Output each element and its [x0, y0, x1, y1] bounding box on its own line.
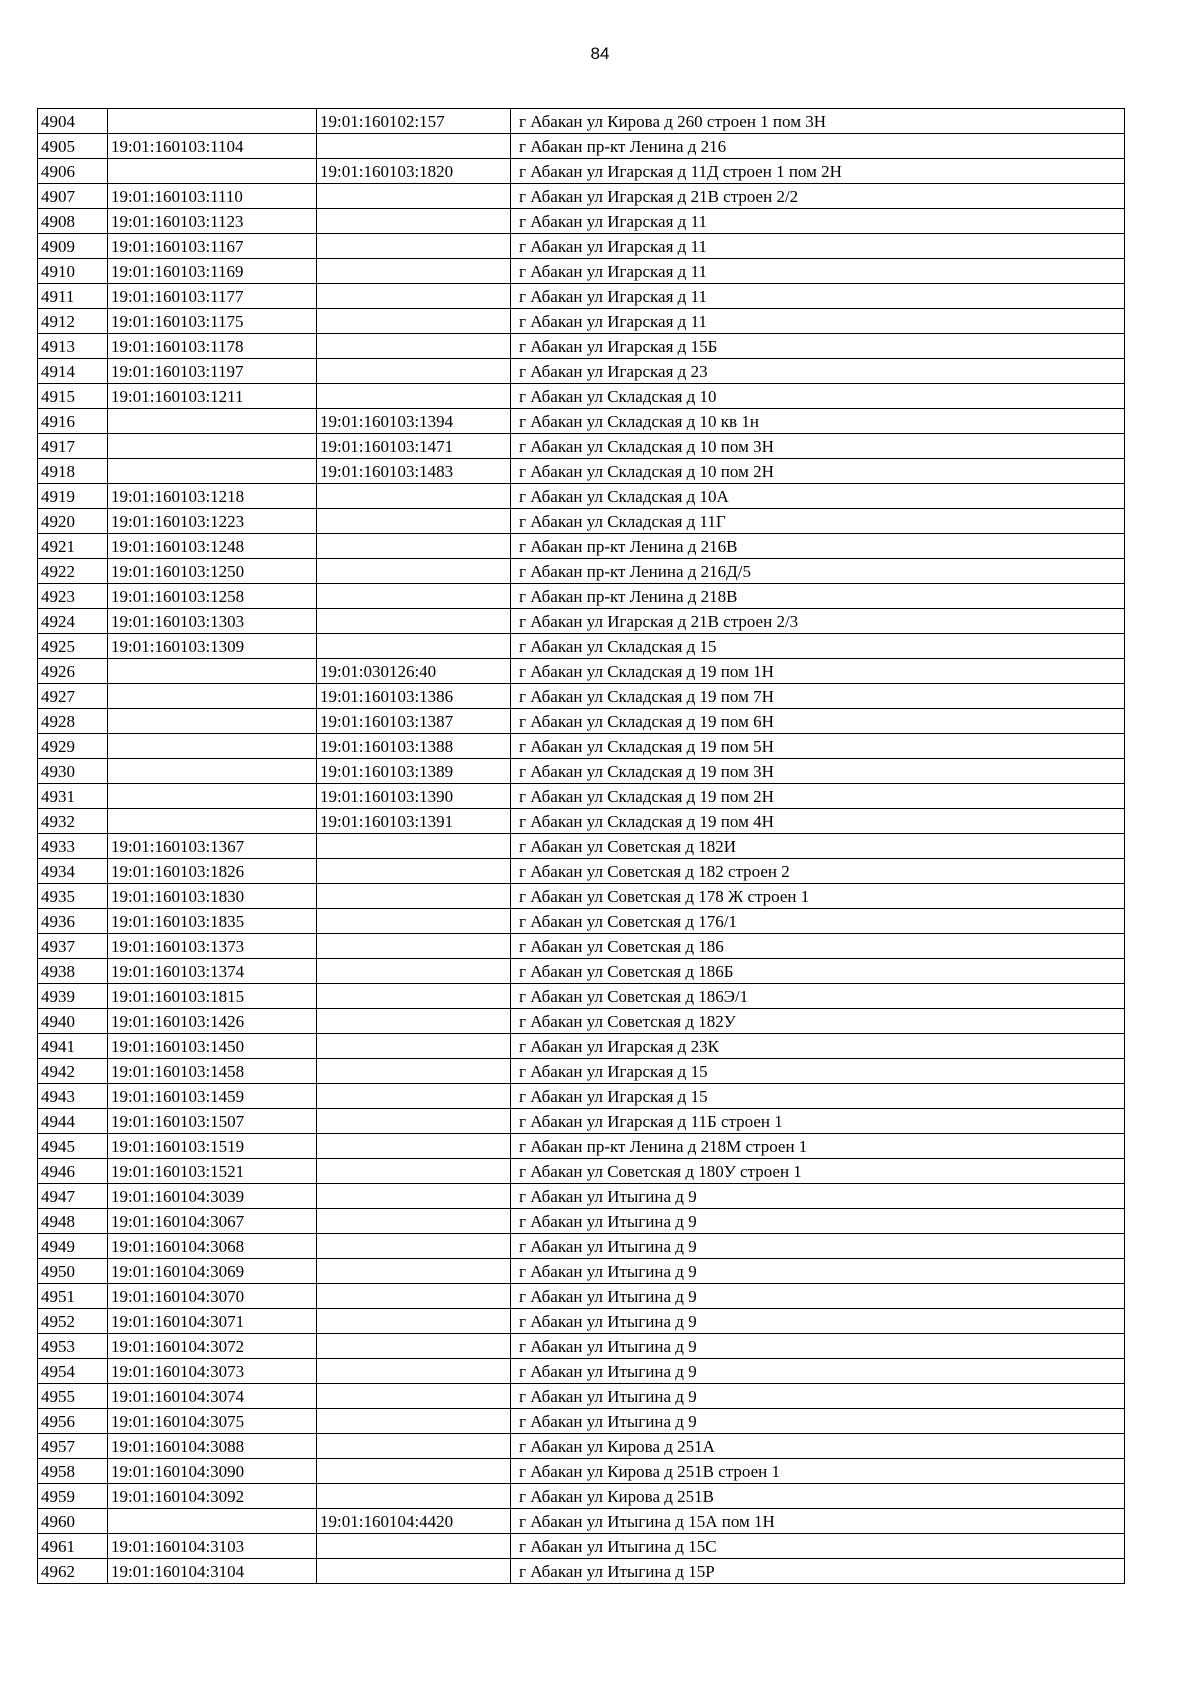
row-number-cell: 4961 [38, 1534, 108, 1559]
address-cell: г Абакан ул Складская д 19 пом 5Н [511, 734, 1125, 759]
building-cadastral-number-cell: 19:01:160103:1471 [317, 434, 511, 459]
building-cadastral-number-cell [317, 509, 511, 534]
address-cell: г Абакан ул Складская д 19 пом 4Н [511, 809, 1125, 834]
row-number-cell: 4939 [38, 984, 108, 1009]
table-row [38, 459, 1125, 484]
land-cadastral-number-cell: 19:01:160104:3074 [108, 1384, 317, 1409]
address-cell: г Абакан ул Игарская д 15Б [511, 334, 1125, 359]
building-cadastral-number-cell [317, 234, 511, 259]
address-cell: г Абакан ул Итыгина д 9 [511, 1309, 1125, 1334]
row-number-cell: 4951 [38, 1284, 108, 1309]
land-cadastral-number-cell: 19:01:160103:1177 [108, 284, 317, 309]
row-number-cell: 4908 [38, 209, 108, 234]
land-cadastral-number-cell: 19:01:160104:3067 [108, 1209, 317, 1234]
row-number-cell: 4910 [38, 259, 108, 284]
row-number-cell: 4909 [38, 234, 108, 259]
table-row [38, 1184, 1125, 1209]
address-cell: г Абакан ул Игарская д 15 [511, 1084, 1125, 1109]
land-cadastral-number-cell [108, 109, 317, 134]
row-number-cell: 4918 [38, 459, 108, 484]
address-cell: г Абакан ул Складская д 19 пом 3Н [511, 759, 1125, 784]
address-cell: г Абакан ул Игарская д 11 [511, 284, 1125, 309]
land-cadastral-number-cell: 19:01:160103:1211 [108, 384, 317, 409]
table-row [38, 609, 1125, 634]
land-cadastral-number-cell [108, 434, 317, 459]
table-row [38, 284, 1125, 309]
row-number-cell: 4914 [38, 359, 108, 384]
land-cadastral-number-cell: 19:01:160104:3039 [108, 1184, 317, 1209]
row-number-cell: 4947 [38, 1184, 108, 1209]
row-number-cell: 4907 [38, 184, 108, 209]
land-cadastral-number-cell: 19:01:160103:1223 [108, 509, 317, 534]
building-cadastral-number-cell [317, 1009, 511, 1034]
row-number-cell: 4926 [38, 659, 108, 684]
table-row [38, 1384, 1125, 1409]
row-number-cell: 4905 [38, 134, 108, 159]
land-cadastral-number-cell [108, 1509, 317, 1534]
address-cell: г Абакан ул Советская д 178 Ж строен 1 [511, 884, 1125, 909]
address-cell: г Абакан ул Игарская д 11 [511, 259, 1125, 284]
address-cell: г Абакан ул Игарская д 11Д строен 1 пом 2Н [511, 159, 1125, 184]
row-number-cell: 4957 [38, 1434, 108, 1459]
registry-table [37, 108, 1125, 1584]
row-number-cell: 4913 [38, 334, 108, 359]
building-cadastral-number-cell [317, 959, 511, 984]
row-number-cell: 4944 [38, 1109, 108, 1134]
row-number-cell: 4952 [38, 1309, 108, 1334]
building-cadastral-number-cell [317, 984, 511, 1009]
table-row [38, 1484, 1125, 1509]
building-cadastral-number-cell [317, 384, 511, 409]
row-number-cell: 4936 [38, 909, 108, 934]
address-cell: г Абакан ул Игарская д 11 [511, 309, 1125, 334]
table-row [38, 634, 1125, 659]
land-cadastral-number-cell: 19:01:160104:3103 [108, 1534, 317, 1559]
table-row [38, 1234, 1125, 1259]
registry-table-body [38, 109, 1125, 1584]
table-row [38, 584, 1125, 609]
row-number-cell: 4930 [38, 759, 108, 784]
land-cadastral-number-cell: 19:01:160103:1123 [108, 209, 317, 234]
building-cadastral-number-cell: 19:01:160103:1386 [317, 684, 511, 709]
land-cadastral-number-cell: 19:01:160103:1374 [108, 959, 317, 984]
table-row [38, 809, 1125, 834]
table-row [38, 884, 1125, 909]
row-number-cell: 4945 [38, 1134, 108, 1159]
table-row [38, 659, 1125, 684]
row-number-cell: 4934 [38, 859, 108, 884]
row-number-cell: 4956 [38, 1409, 108, 1434]
table-row [38, 959, 1125, 984]
table-row [38, 1284, 1125, 1309]
address-cell: г Абакан ул Игарская д 21В строен 2/2 [511, 184, 1125, 209]
land-cadastral-number-cell: 19:01:160103:1826 [108, 859, 317, 884]
row-number-cell: 4912 [38, 309, 108, 334]
building-cadastral-number-cell [317, 1159, 511, 1184]
row-number-cell: 4940 [38, 1009, 108, 1034]
table-row [38, 759, 1125, 784]
address-cell: г Абакан ул Складская д 19 пом 1Н [511, 659, 1125, 684]
building-cadastral-number-cell [317, 859, 511, 884]
land-cadastral-number-cell [108, 709, 317, 734]
table-row [38, 709, 1125, 734]
row-number-cell: 4923 [38, 584, 108, 609]
land-cadastral-number-cell: 19:01:160103:1104 [108, 134, 317, 159]
land-cadastral-number-cell: 19:01:160103:1373 [108, 934, 317, 959]
address-cell: г Абакан ул Игарская д 23 [511, 359, 1125, 384]
table-row [38, 784, 1125, 809]
building-cadastral-number-cell [317, 209, 511, 234]
building-cadastral-number-cell [317, 1309, 511, 1334]
table-row [38, 1559, 1125, 1584]
address-cell: г Абакан пр-кт Ленина д 216 [511, 134, 1125, 159]
table-row [38, 209, 1125, 234]
address-cell: г Абакан пр-кт Ленина д 218М строен 1 [511, 1134, 1125, 1159]
building-cadastral-number-cell [317, 1434, 511, 1459]
address-cell: г Абакан ул Итыгина д 15Р [511, 1559, 1125, 1584]
address-cell: г Абакан ул Кирова д 251В [511, 1484, 1125, 1509]
land-cadastral-number-cell: 19:01:160103:1459 [108, 1084, 317, 1109]
address-cell: г Абакан ул Советская д 176/1 [511, 909, 1125, 934]
table-row [38, 1159, 1125, 1184]
address-cell: г Абакан ул Итыгина д 9 [511, 1284, 1125, 1309]
land-cadastral-number-cell: 19:01:160103:1258 [108, 584, 317, 609]
building-cadastral-number-cell: 19:01:160103:1390 [317, 784, 511, 809]
building-cadastral-number-cell [317, 584, 511, 609]
address-cell: г Абакан ул Игарская д 11 [511, 209, 1125, 234]
row-number-cell: 4948 [38, 1209, 108, 1234]
table-row [38, 1459, 1125, 1484]
table-row [38, 1134, 1125, 1159]
address-cell: г Абакан ул Складская д 10 [511, 384, 1125, 409]
table-row [38, 109, 1125, 134]
building-cadastral-number-cell [317, 259, 511, 284]
building-cadastral-number-cell [317, 484, 511, 509]
land-cadastral-number-cell [108, 409, 317, 434]
table-row [38, 1309, 1125, 1334]
table-row [38, 834, 1125, 859]
row-number-cell: 4924 [38, 609, 108, 634]
building-cadastral-number-cell [317, 284, 511, 309]
building-cadastral-number-cell [317, 1259, 511, 1284]
table-row [38, 234, 1125, 259]
table-row [38, 159, 1125, 184]
address-cell: г Абакан ул Итыгина д 9 [511, 1209, 1125, 1234]
address-cell: г Абакан ул Итыгина д 15А пом 1Н [511, 1509, 1125, 1534]
building-cadastral-number-cell [317, 1059, 511, 1084]
row-number-cell: 4928 [38, 709, 108, 734]
address-cell: г Абакан ул Советская д 182У [511, 1009, 1125, 1034]
building-cadastral-number-cell: 19:01:160103:1389 [317, 759, 511, 784]
building-cadastral-number-cell [317, 134, 511, 159]
address-cell: г Абакан ул Складская д 10 кв 1н [511, 409, 1125, 434]
land-cadastral-number-cell: 19:01:160103:1519 [108, 1134, 317, 1159]
row-number-cell: 4943 [38, 1084, 108, 1109]
row-number-cell: 4929 [38, 734, 108, 759]
land-cadastral-number-cell: 19:01:160103:1250 [108, 559, 317, 584]
building-cadastral-number-cell: 19:01:160103:1394 [317, 409, 511, 434]
table-row [38, 1534, 1125, 1559]
address-cell: г Абакан ул Советская д 186Б [511, 959, 1125, 984]
table-row [38, 909, 1125, 934]
row-number-cell: 4950 [38, 1259, 108, 1284]
building-cadastral-number-cell: 19:01:160104:4420 [317, 1509, 511, 1534]
table-row [38, 1209, 1125, 1234]
land-cadastral-number-cell: 19:01:160104:3070 [108, 1284, 317, 1309]
row-number-cell: 4954 [38, 1359, 108, 1384]
address-cell: г Абакан ул Итыгина д 9 [511, 1259, 1125, 1284]
land-cadastral-number-cell [108, 659, 317, 684]
address-cell: г Абакан пр-кт Ленина д 216Д/5 [511, 559, 1125, 584]
address-cell: г Абакан ул Советская д 182И [511, 834, 1125, 859]
building-cadastral-number-cell [317, 934, 511, 959]
row-number-cell: 4931 [38, 784, 108, 809]
building-cadastral-number-cell: 19:01:160103:1483 [317, 459, 511, 484]
row-number-cell: 4941 [38, 1034, 108, 1059]
table-row [38, 1059, 1125, 1084]
building-cadastral-number-cell [317, 1484, 511, 1509]
address-cell: г Абакан ул Игарская д 11Б строен 1 [511, 1109, 1125, 1134]
address-cell: г Абакан ул Складская д 10 пом 2Н [511, 459, 1125, 484]
land-cadastral-number-cell [108, 684, 317, 709]
row-number-cell: 4915 [38, 384, 108, 409]
building-cadastral-number-cell [317, 184, 511, 209]
land-cadastral-number-cell: 19:01:160103:1178 [108, 334, 317, 359]
building-cadastral-number-cell [317, 359, 511, 384]
land-cadastral-number-cell: 19:01:160104:3092 [108, 1484, 317, 1509]
building-cadastral-number-cell [317, 1534, 511, 1559]
land-cadastral-number-cell: 19:01:160104:3069 [108, 1259, 317, 1284]
table-row [38, 859, 1125, 884]
land-cadastral-number-cell: 19:01:160103:1830 [108, 884, 317, 909]
row-number-cell: 4916 [38, 409, 108, 434]
building-cadastral-number-cell [317, 834, 511, 859]
table-row [38, 484, 1125, 509]
row-number-cell: 4955 [38, 1384, 108, 1409]
page-number: 84 [590, 44, 610, 63]
land-cadastral-number-cell: 19:01:160103:1303 [108, 609, 317, 634]
address-cell: г Абакан ул Складская д 10А [511, 484, 1125, 509]
row-number-cell: 4960 [38, 1509, 108, 1534]
building-cadastral-number-cell [317, 1034, 511, 1059]
address-cell: г Абакан ул Игарская д 21В строен 2/3 [511, 609, 1125, 634]
table-row [38, 309, 1125, 334]
land-cadastral-number-cell: 19:01:160103:1110 [108, 184, 317, 209]
building-cadastral-number-cell [317, 1209, 511, 1234]
address-cell: г Абакан ул Складская д 19 пом 2Н [511, 784, 1125, 809]
land-cadastral-number-cell [108, 734, 317, 759]
address-cell: г Абакан ул Итыгина д 15С [511, 1534, 1125, 1559]
building-cadastral-number-cell [317, 1384, 511, 1409]
row-number-cell: 4919 [38, 484, 108, 509]
table-row [38, 1034, 1125, 1059]
land-cadastral-number-cell [108, 759, 317, 784]
row-number-cell: 4921 [38, 534, 108, 559]
building-cadastral-number-cell [317, 559, 511, 584]
table-row [38, 1434, 1125, 1459]
building-cadastral-number-cell: 19:01:160103:1387 [317, 709, 511, 734]
row-number-cell: 4935 [38, 884, 108, 909]
row-number-cell: 4911 [38, 284, 108, 309]
address-cell: г Абакан ул Складская д 19 пом 7Н [511, 684, 1125, 709]
address-cell: г Абакан пр-кт Ленина д 218В [511, 584, 1125, 609]
table-row [38, 534, 1125, 559]
row-number-cell: 4962 [38, 1559, 108, 1584]
land-cadastral-number-cell: 19:01:160103:1175 [108, 309, 317, 334]
building-cadastral-number-cell [317, 334, 511, 359]
table-row [38, 1334, 1125, 1359]
building-cadastral-number-cell [317, 1284, 511, 1309]
row-number-cell: 4917 [38, 434, 108, 459]
address-cell: г Абакан ул Советская д 182 строен 2 [511, 859, 1125, 884]
table-row [38, 734, 1125, 759]
building-cadastral-number-cell [317, 884, 511, 909]
table-row [38, 134, 1125, 159]
address-cell: г Абакан ул Складская д 19 пом 6Н [511, 709, 1125, 734]
table-row [38, 559, 1125, 584]
land-cadastral-number-cell: 19:01:160104:3104 [108, 1559, 317, 1584]
building-cadastral-number-cell [317, 634, 511, 659]
table-row [38, 384, 1125, 409]
address-cell: г Абакан ул Кирова д 251А [511, 1434, 1125, 1459]
row-number-cell: 4904 [38, 109, 108, 134]
table-row [38, 684, 1125, 709]
building-cadastral-number-cell [317, 609, 511, 634]
land-cadastral-number-cell: 19:01:160103:1167 [108, 234, 317, 259]
land-cadastral-number-cell: 19:01:160104:3075 [108, 1409, 317, 1434]
building-cadastral-number-cell: 19:01:160103:1820 [317, 159, 511, 184]
building-cadastral-number-cell [317, 1109, 511, 1134]
table-row [38, 509, 1125, 534]
land-cadastral-number-cell: 19:01:160103:1835 [108, 909, 317, 934]
land-cadastral-number-cell: 19:01:160103:1197 [108, 359, 317, 384]
land-cadastral-number-cell: 19:01:160103:1218 [108, 484, 317, 509]
address-cell: г Абакан ул Кирова д 251В строен 1 [511, 1459, 1125, 1484]
land-cadastral-number-cell: 19:01:160103:1507 [108, 1109, 317, 1134]
table-row [38, 1509, 1125, 1534]
table-row [38, 334, 1125, 359]
table-row [38, 434, 1125, 459]
address-cell: г Абакан ул Советская д 180У строен 1 [511, 1159, 1125, 1184]
table-row [38, 934, 1125, 959]
row-number-cell: 4933 [38, 834, 108, 859]
land-cadastral-number-cell: 19:01:160104:3071 [108, 1309, 317, 1334]
land-cadastral-number-cell: 19:01:160103:1248 [108, 534, 317, 559]
building-cadastral-number-cell: 19:01:160103:1391 [317, 809, 511, 834]
table-row [38, 1009, 1125, 1034]
address-cell: г Абакан ул Итыгина д 9 [511, 1334, 1125, 1359]
land-cadastral-number-cell: 19:01:160104:3072 [108, 1334, 317, 1359]
row-number-cell: 4938 [38, 959, 108, 984]
row-number-cell: 4959 [38, 1484, 108, 1509]
building-cadastral-number-cell [317, 1359, 511, 1384]
table-row [38, 1359, 1125, 1384]
table-row [38, 1259, 1125, 1284]
address-cell: г Абакан ул Итыгина д 9 [511, 1409, 1125, 1434]
row-number-cell: 4946 [38, 1159, 108, 1184]
land-cadastral-number-cell: 19:01:160103:1815 [108, 984, 317, 1009]
address-cell: г Абакан ул Итыгина д 9 [511, 1359, 1125, 1384]
land-cadastral-number-cell: 19:01:160104:3068 [108, 1234, 317, 1259]
address-cell: г Абакан ул Итыгина д 9 [511, 1184, 1125, 1209]
row-number-cell: 4937 [38, 934, 108, 959]
land-cadastral-number-cell: 19:01:160103:1450 [108, 1034, 317, 1059]
land-cadastral-number-cell: 19:01:160103:1367 [108, 834, 317, 859]
table-row [38, 184, 1125, 209]
address-cell: г Абакан ул Игарская д 11 [511, 234, 1125, 259]
row-number-cell: 4953 [38, 1334, 108, 1359]
building-cadastral-number-cell [317, 909, 511, 934]
address-cell: г Абакан ул Складская д 11Г [511, 509, 1125, 534]
building-cadastral-number-cell [317, 1459, 511, 1484]
address-cell: г Абакан ул Игарская д 15 [511, 1059, 1125, 1084]
land-cadastral-number-cell: 19:01:160103:1521 [108, 1159, 317, 1184]
land-cadastral-number-cell [108, 159, 317, 184]
row-number-cell: 4906 [38, 159, 108, 184]
address-cell: г Абакан ул Советская д 186 [511, 934, 1125, 959]
building-cadastral-number-cell [317, 1084, 511, 1109]
row-number-cell: 4932 [38, 809, 108, 834]
land-cadastral-number-cell: 19:01:160103:1426 [108, 1009, 317, 1034]
row-number-cell: 4922 [38, 559, 108, 584]
land-cadastral-number-cell: 19:01:160104:3090 [108, 1459, 317, 1484]
row-number-cell: 4949 [38, 1234, 108, 1259]
land-cadastral-number-cell: 19:01:160103:1458 [108, 1059, 317, 1084]
address-cell: г Абакан ул Итыгина д 9 [511, 1384, 1125, 1409]
land-cadastral-number-cell: 19:01:160103:1309 [108, 634, 317, 659]
table-row [38, 409, 1125, 434]
row-number-cell: 4925 [38, 634, 108, 659]
building-cadastral-number-cell [317, 1559, 511, 1584]
building-cadastral-number-cell [317, 1184, 511, 1209]
row-number-cell: 4958 [38, 1459, 108, 1484]
address-cell: г Абакан ул Итыгина д 9 [511, 1234, 1125, 1259]
building-cadastral-number-cell: 19:01:030126:40 [317, 659, 511, 684]
building-cadastral-number-cell [317, 1134, 511, 1159]
land-cadastral-number-cell: 19:01:160104:3073 [108, 1359, 317, 1384]
building-cadastral-number-cell [317, 534, 511, 559]
building-cadastral-number-cell [317, 1334, 511, 1359]
building-cadastral-number-cell [317, 1409, 511, 1434]
land-cadastral-number-cell: 19:01:160104:3088 [108, 1434, 317, 1459]
building-cadastral-number-cell [317, 1234, 511, 1259]
land-cadastral-number-cell: 19:01:160103:1169 [108, 259, 317, 284]
address-cell: г Абакан пр-кт Ленина д 216В [511, 534, 1125, 559]
address-cell: г Абакан ул Игарская д 23К [511, 1034, 1125, 1059]
address-cell: г Абакан ул Кирова д 260 строен 1 пом 3Н [511, 109, 1125, 134]
address-cell: г Абакан ул Складская д 10 пом 3Н [511, 434, 1125, 459]
row-number-cell: 4927 [38, 684, 108, 709]
table-row [38, 984, 1125, 1009]
building-cadastral-number-cell [317, 309, 511, 334]
table-row [38, 359, 1125, 384]
table-row [38, 1409, 1125, 1434]
address-cell: г Абакан ул Складская д 15 [511, 634, 1125, 659]
land-cadastral-number-cell [108, 784, 317, 809]
table-row [38, 1084, 1125, 1109]
land-cadastral-number-cell [108, 809, 317, 834]
row-number-cell: 4942 [38, 1059, 108, 1084]
building-cadastral-number-cell: 19:01:160103:1388 [317, 734, 511, 759]
building-cadastral-number-cell: 19:01:160102:157 [317, 109, 511, 134]
table-row [38, 1109, 1125, 1134]
address-cell: г Абакан ул Советская д 186Э/1 [511, 984, 1125, 1009]
land-cadastral-number-cell [108, 459, 317, 484]
table-row [38, 259, 1125, 284]
row-number-cell: 4920 [38, 509, 108, 534]
